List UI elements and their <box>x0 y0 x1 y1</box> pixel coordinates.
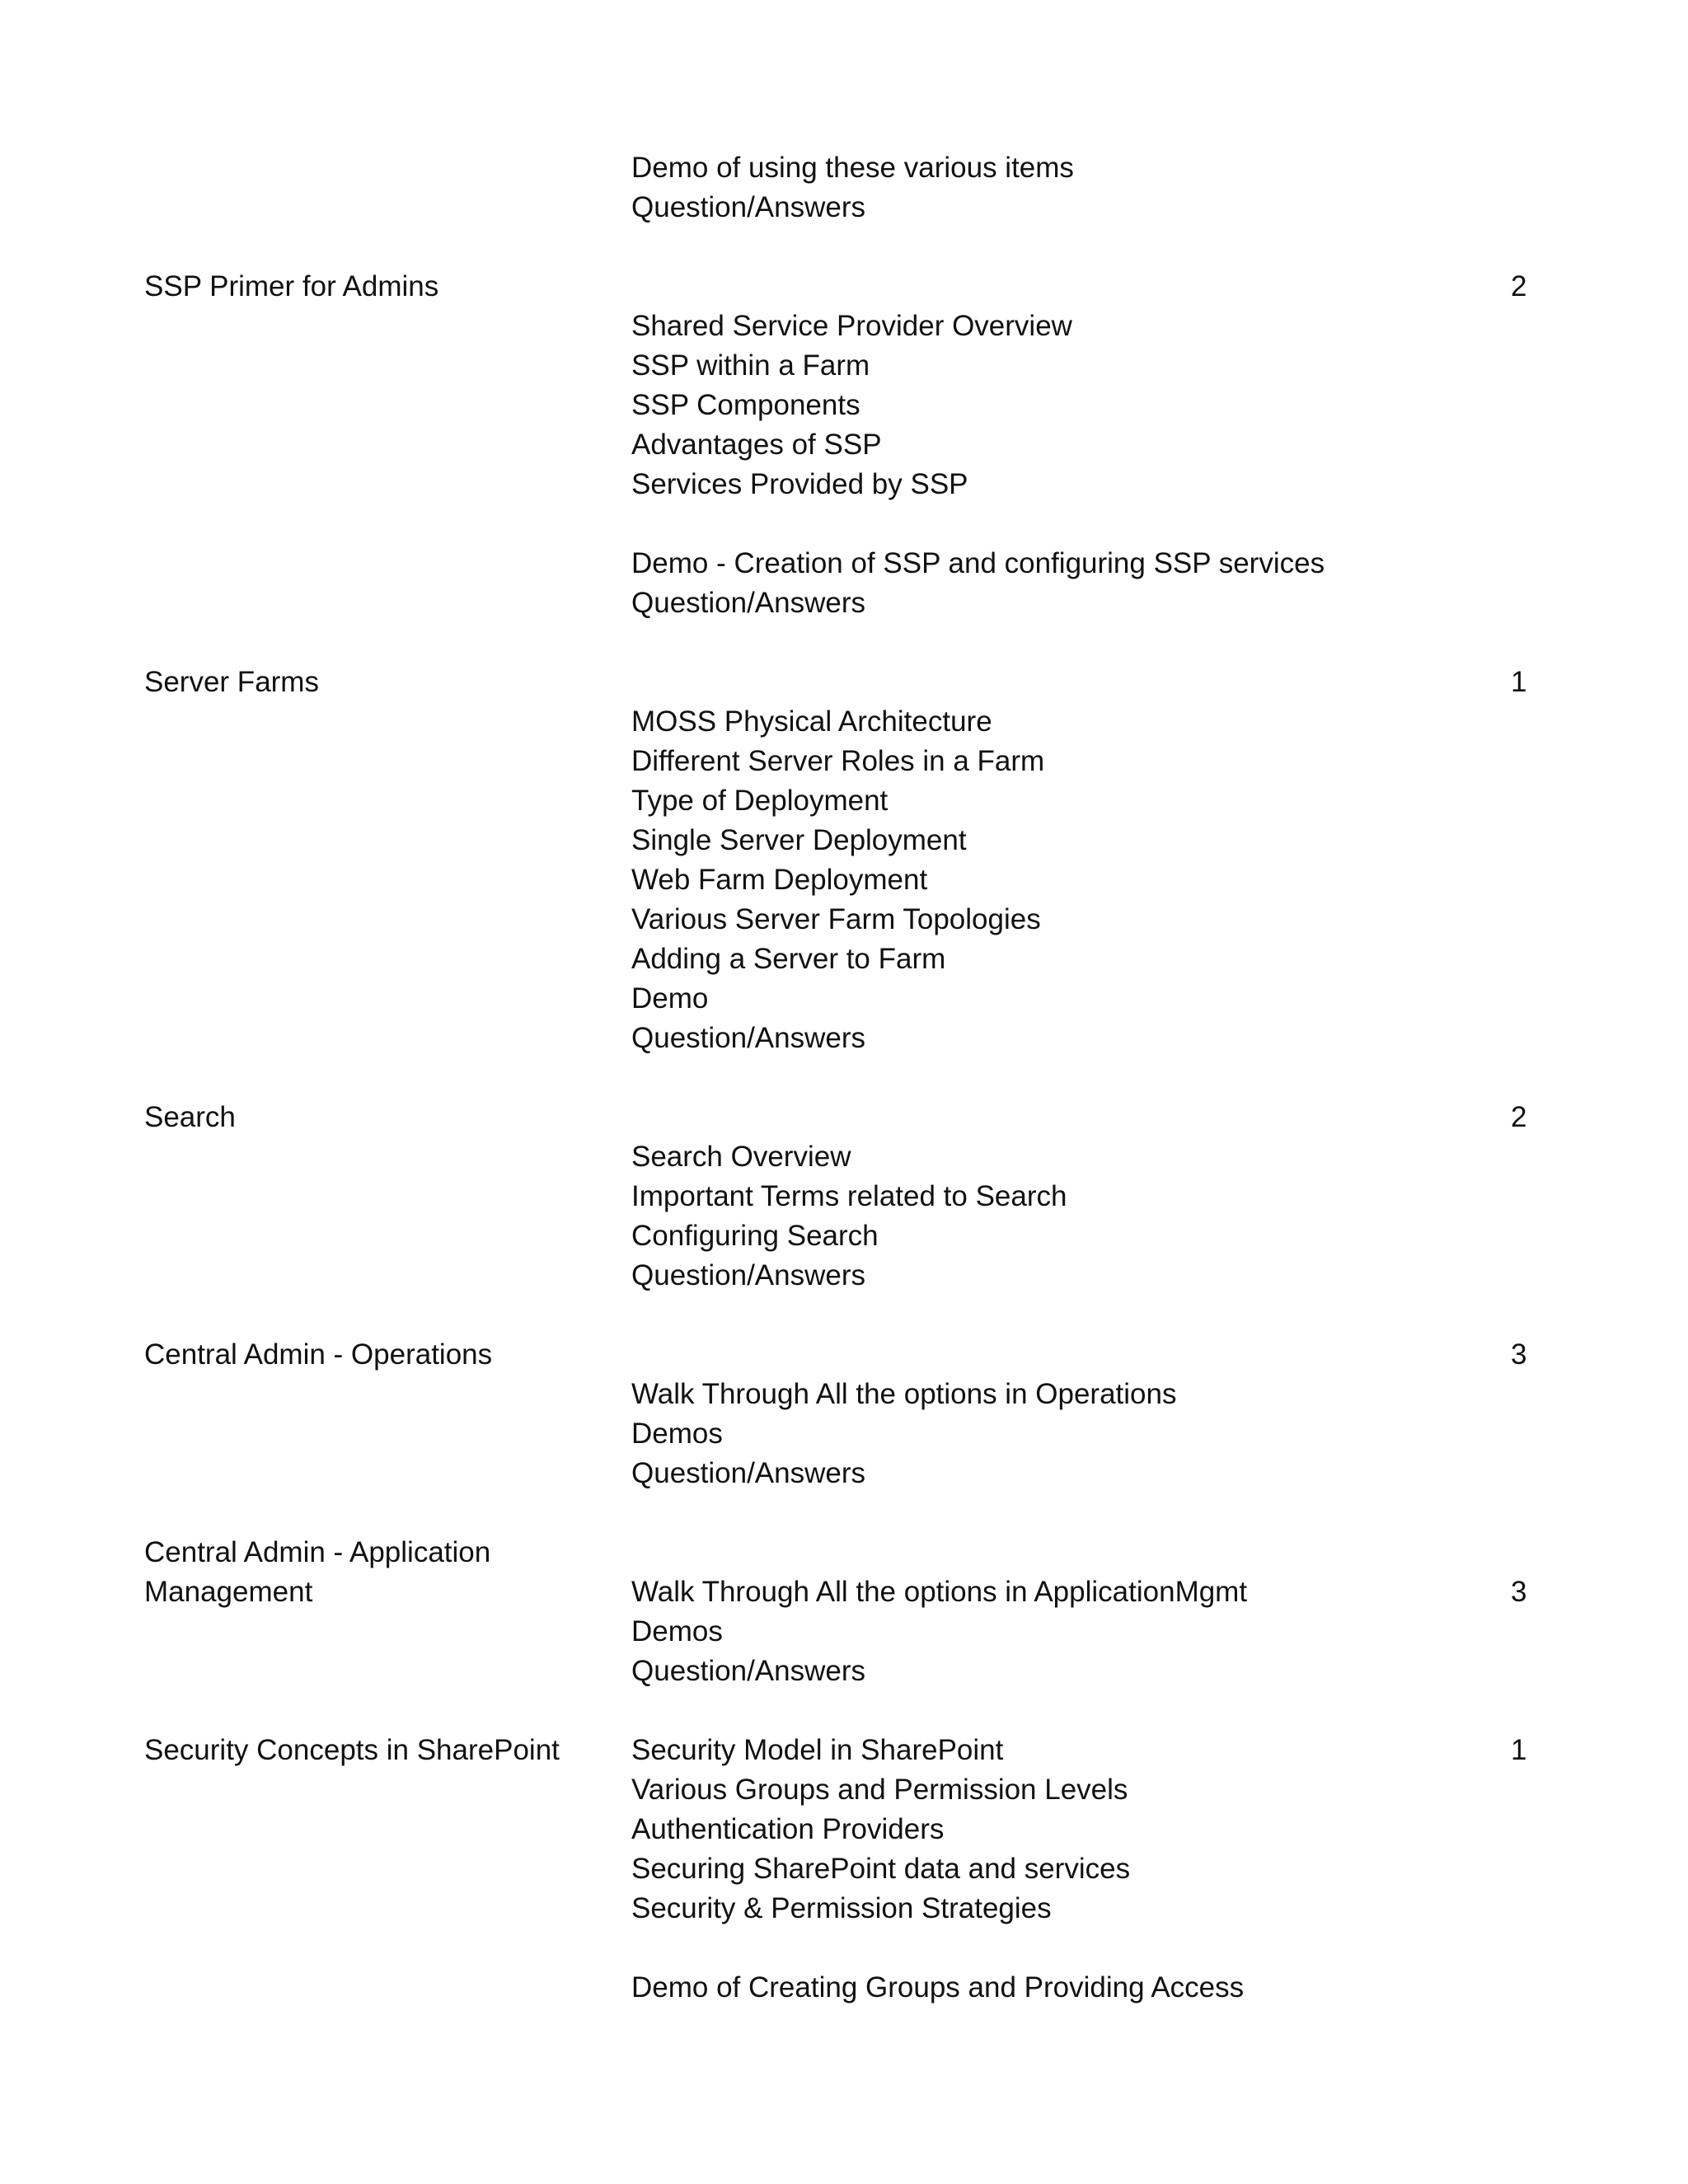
section-item: Search Overview <box>631 1141 851 1173</box>
section-topic: Management <box>144 1576 313 1608</box>
section-item: Type of Deployment <box>631 785 889 817</box>
section-item: Demos <box>631 1615 723 1647</box>
section-item: Demo <box>631 982 709 1015</box>
section-item: Question/Answers <box>631 1457 866 1489</box>
section-item: SSP within a Farm <box>631 349 870 382</box>
section-item: Question/Answers <box>631 1655 866 1687</box>
section-item: Authentication Providers <box>631 1813 945 1845</box>
section-days: 3 <box>1511 1576 1527 1608</box>
section-item: Demos <box>631 1418 723 1450</box>
intro-item: Question/Answers <box>631 191 866 223</box>
section-days: 1 <box>1511 1734 1527 1766</box>
section-item: Question/Answers <box>631 587 866 619</box>
section-item: Question/Answers <box>631 1022 866 1054</box>
section-item: Adding a Server to Farm <box>631 943 946 975</box>
section-topic: Central Admin - Application <box>144 1536 491 1568</box>
section-item: Important Terms related to Search <box>631 1180 1067 1212</box>
intro-item: Demo of using these various items <box>631 152 1074 184</box>
section-item: Web Farm Deployment <box>631 864 928 896</box>
section-item: Security & Permission Strategies <box>631 1892 1052 1924</box>
section-item: Single Server Deployment <box>631 824 967 856</box>
section-item: Configuring Search <box>631 1220 879 1252</box>
section-item: MOSS Physical Architecture <box>631 705 992 738</box>
section-item: Walk Through All the options in ApplicationMgmt <box>631 1576 1248 1608</box>
section-item: Various Groups and Permission Levels <box>631 1774 1128 1806</box>
section-days: 3 <box>1511 1338 1527 1371</box>
section-topic: Security Concepts in SharePoint <box>144 1734 560 1766</box>
section-item: Security Model in SharePoint <box>631 1734 1004 1766</box>
section-item: Demo of Creating Groups and Providing Access <box>631 1971 1245 2004</box>
section-topic: Central Admin - Operations <box>144 1338 493 1371</box>
section-item: Different Server Roles in a Farm <box>631 745 1045 777</box>
section-item: Demo - Creation of SSP and configuring SSP services <box>631 547 1325 579</box>
section-item: Shared Service Provider Overview <box>631 310 1072 342</box>
section-item: SSP Components <box>631 389 860 421</box>
section-item: Question/Answers <box>631 1259 866 1291</box>
section-topic: Server Farms <box>144 666 319 698</box>
section-item: Various Server Farm Topologies <box>631 903 1041 935</box>
section-days: 2 <box>1511 1101 1527 1133</box>
section-item: Walk Through All the options in Operations <box>631 1378 1177 1410</box>
section-topic: SSP Primer for Admins <box>144 270 439 302</box>
section-topic: Search <box>144 1101 236 1133</box>
section-days: 1 <box>1511 666 1527 698</box>
section-days: 2 <box>1511 270 1527 302</box>
section-item: Advantages of SSP <box>631 429 882 461</box>
section-item: Services Provided by SSP <box>631 468 968 500</box>
section-item: Securing SharePoint data and services <box>631 1853 1131 1885</box>
